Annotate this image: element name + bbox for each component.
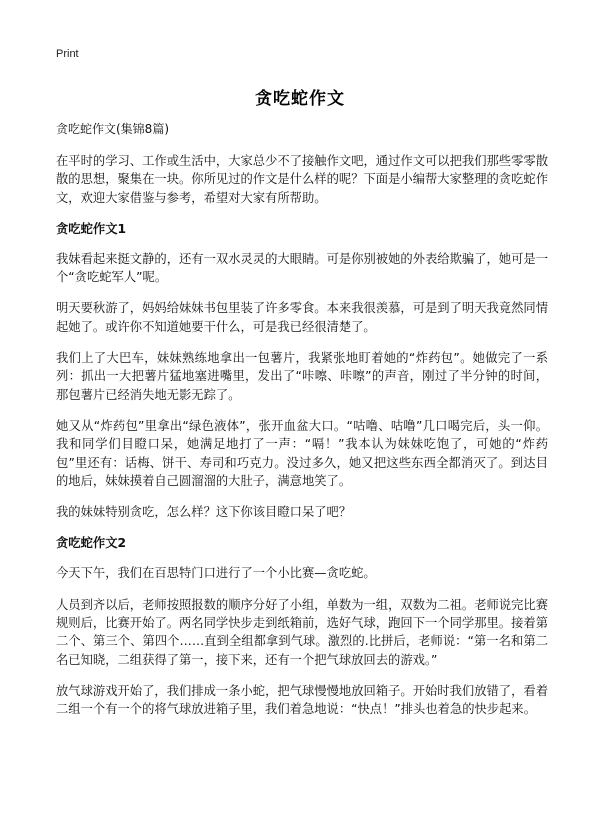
paragraph: 她又从“炸药包”里拿出“绿色液体”，张开血盆大口。“咕噜、咕噜”几口喝完后，头一仰。我和同学们目瞪口呆，她满足地打了一声：“嗝！”我本认为妹妹吃饱了，可她的“炸药包”里还有：话梅、饼干、寿司和巧克力。没过多久，她又把这些东西全都消灭了。到达目的地后，妹妹摸着自己圆溜溜的大肚子，满意地笑了。 (56, 418, 548, 488)
paragraph: 我的妹妹特别贪吃，怎么样？这下你该目瞪口呆了吧？ (56, 505, 352, 520)
paragraph: 我们上了大巴车，妹妹熟练地拿出一包薯片，我紧张地盯着她的“炸药包”。她做完了一系列：抓出一大把薯片猛地塞进嘴里，发出了“咔嚓、咔嚓”的声音，刚过了半分钟的时间，那包薯片已经消失地无影无踪了。 (56, 351, 548, 402)
paragraph: 人员到齐以后，老师按照报数的顺序分好了小组，单数为一组，双数为二祖。老师说完比赛规则后，比赛开始了。两名同学快步走到纸箱前，选好气球，跑回下一个同学那里。接着第二个、第三个、第四个……直到全组都拿到气球。激烈的.比拼后，老师说：“第一名和第二名已知晓，二组获得了第一，接下来，还有一个把气球放回去的游戏。” (56, 597, 548, 667)
section-2 (56, 534, 548, 718)
paragraph: 今天下午，我们在百思特门口进行了一个小比赛—贪吃蛇。 (56, 566, 376, 581)
document-subtitle: 贪吃蛇作文(集锦8篇) (56, 122, 169, 136)
section-heading: 贪吃蛇作文1 (56, 221, 127, 236)
intro-paragraph: 在平时的学习、工作或生活中，大家总少不了接触作文吧，通过作文可以把我们那些零零散散的思想，聚集在一块。你所见过的作文是什么样的呢？下面是小编帮大家整理的贪吃蛇作文，欢迎大家借鉴与参考，希望对大家有所帮助。 (56, 154, 548, 205)
section-heading: 贪吃蛇作文2 (56, 536, 127, 551)
print-label[interactable]: Print (56, 48, 79, 60)
page-title: 贪吃蛇作文 (255, 89, 345, 109)
section-1 (56, 220, 548, 522)
paragraph: 明天要秋游了，妈妈给妹妹书包里装了许多零食。本来我很羡慕，可是到了明天我竟然同情起她了。或许你不知道她要干什么，可是我已经很清楚了。 (56, 301, 548, 334)
paragraph: 我妹看起来挺文静的，还有一双水灵灵的大眼睛。可是你别被她的外表给欺骗了，她可是一个“贪吃蛇军人”呢。 (56, 251, 548, 285)
paragraph: 放气球游戏开始了，我们排成一条小蛇，把气球慢慢地放回箱子。开始时我们放错了，看着二组一个有一个的将气球放进箱子里，我们着急地说：“快点！”排头也着急的快步起来。 (56, 683, 548, 717)
document-body (56, 120, 548, 732)
